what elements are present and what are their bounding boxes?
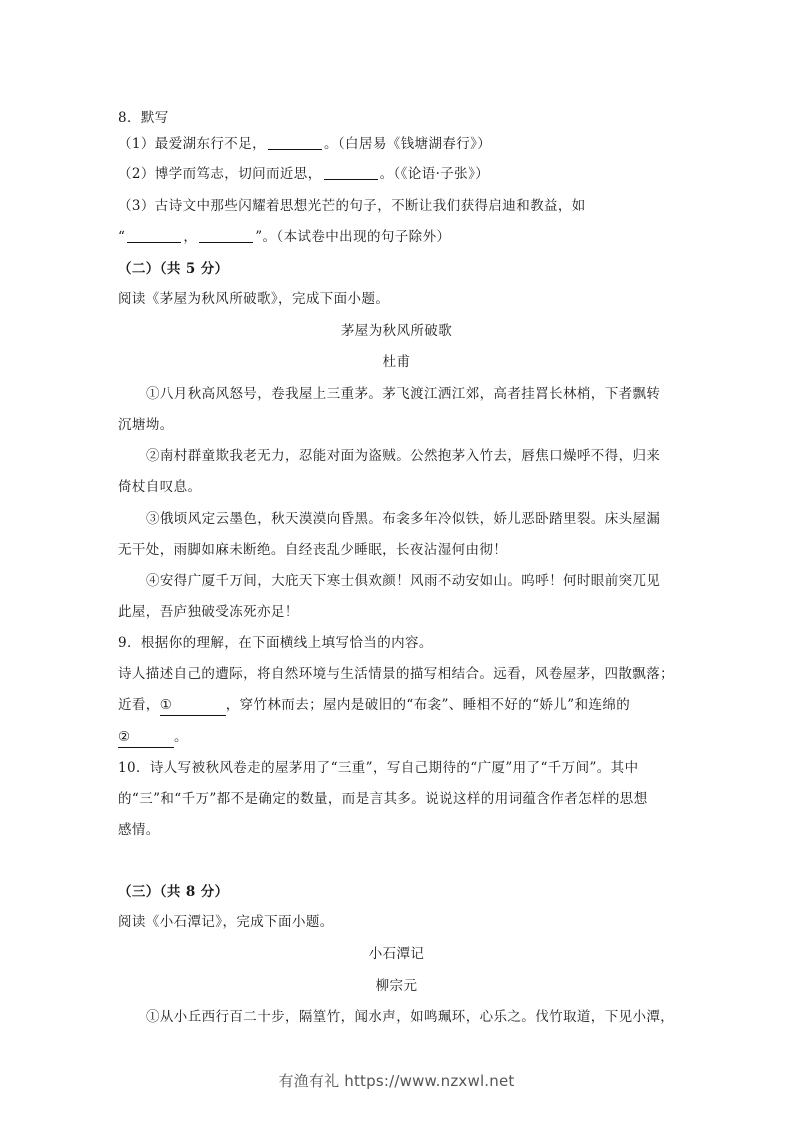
q9-line2 bbox=[118, 695, 678, 716]
poem-paragraph-4-line2: 此屋，吾庐独破受冻死亦足！ bbox=[118, 604, 299, 620]
comma: ， bbox=[183, 229, 198, 245]
answer-blank-2[interactable] bbox=[118, 727, 174, 748]
q8-title: 8．默写 bbox=[118, 110, 169, 126]
essay-title: 小石潭记 bbox=[368, 946, 425, 962]
q9-line3-suffix: 。 bbox=[174, 729, 188, 745]
section2-instruction: 阅读《茅屋为秋风所破歌》，完成下面小题。 bbox=[118, 291, 390, 307]
footer-watermark: 有渔有礼 https://www.nzxwl.net bbox=[278, 1072, 515, 1090]
q10-line3: 感情。 bbox=[118, 822, 160, 838]
q8-item2-suffix: 。（《论语·子张》） bbox=[379, 166, 490, 182]
poem-paragraph-3-line2: 无干处，雨脚如麻未断绝。自经丧乱少睡眠，长夜沾湿何由彻！ bbox=[118, 542, 508, 558]
poem-title: 茅屋为秋风所破歌 bbox=[340, 323, 453, 339]
q8-item2-prefix: （2）博学而笃志，切问而近思， bbox=[118, 166, 322, 182]
poem-paragraph-1-line1: ①八月秋高风怒号，卷我屋上三重茅。茅飞渡江洒江郊，高者挂罥长林梢，下者飘转 bbox=[146, 386, 661, 402]
q8-item1-prefix: （1）最爱湖东行不足， bbox=[118, 136, 266, 152]
answer-blank[interactable] bbox=[268, 135, 322, 150]
blank-label-1: ① bbox=[159, 697, 173, 713]
poem-paragraph-3-line1: ③俄顷风定云墨色，秋天漠漠向昏黑。布衾多年冷似铁，娇儿恶卧踏里裂。床头屋漏 bbox=[146, 511, 661, 527]
essay-author: 柳宗元 bbox=[375, 978, 418, 994]
section3-heading: （三）（共 8 分） bbox=[118, 884, 229, 900]
q9-line2-prefix: 近看， bbox=[118, 697, 160, 713]
section3-instruction: 阅读《小石潭记》，完成下面小题。 bbox=[118, 914, 334, 930]
answer-blank[interactable] bbox=[199, 228, 253, 243]
q10-line2: 的“三”和“千万”都不是确定的数量，而是言其多。说说这样的用词蕴含作者怎样的思想 bbox=[118, 791, 648, 807]
answer-blank-1[interactable] bbox=[160, 695, 226, 716]
essay-paragraph-1-line1: ①从小丘西行百二十步，隔篁竹，闻水声，如鸣珮环，心乐之。伐竹取道，下见小潭， bbox=[146, 1009, 675, 1025]
poem-paragraph-2-line1: ②南村群童欺我老无力，忍能对面为盗贼。公然抱茅入竹去，唇焦口燥呼不得，归来 bbox=[146, 448, 661, 464]
open-quote: “ bbox=[118, 229, 126, 245]
q8-item3-suffix: ”。（本试卷中出现的句子除外） bbox=[255, 229, 451, 245]
poem-paragraph-1-line2: 沉塘坳。 bbox=[118, 417, 174, 433]
section2-heading: （二）（共 5 分） bbox=[118, 261, 229, 277]
q8-item3-line2 bbox=[118, 227, 678, 247]
q8-item1 bbox=[118, 134, 678, 154]
q9-line3 bbox=[118, 727, 678, 748]
poem-paragraph-2-line2: 倚杖自叹息。 bbox=[118, 479, 202, 495]
q10-line1: 10．诗人写被秋风卷走的屋茅用了“三重”，写自己期待的“广厦”用了“千万间”。其中 bbox=[118, 760, 639, 776]
answer-blank[interactable] bbox=[127, 228, 181, 243]
q8-item1-suffix: 。（白居易《钱塘湖春行》） bbox=[324, 136, 492, 152]
q9-line2-suffix: ，穿竹林而去；屋内是破旧的“布衾”、睡相不好的“娇儿”和连绵的 bbox=[225, 697, 631, 713]
poem-paragraph-4-line1: ④安得广厦千万间，大庇天下寒士俱欢颜！风雨不动安如山。呜呼！何时眼前突兀见 bbox=[146, 573, 661, 589]
blank-label-2: ② bbox=[118, 729, 131, 745]
poem-author: 杜甫 bbox=[382, 354, 411, 370]
q8-item2 bbox=[118, 164, 678, 184]
answer-blank[interactable] bbox=[324, 165, 378, 180]
q9-line1: 诗人描述自己的遭际，将自然环境与生活情景的描写相结合。远看，风卷屋茅，四散飘落； bbox=[118, 666, 674, 682]
q8-item3-line1: （3）古诗文中那些闪耀着思想光芒的句子，不断让我们获得启迪和教益，如 bbox=[118, 198, 586, 214]
q9-title: 9．根据你的理解，在下面横线上填写恰当的内容。 bbox=[118, 635, 433, 651]
